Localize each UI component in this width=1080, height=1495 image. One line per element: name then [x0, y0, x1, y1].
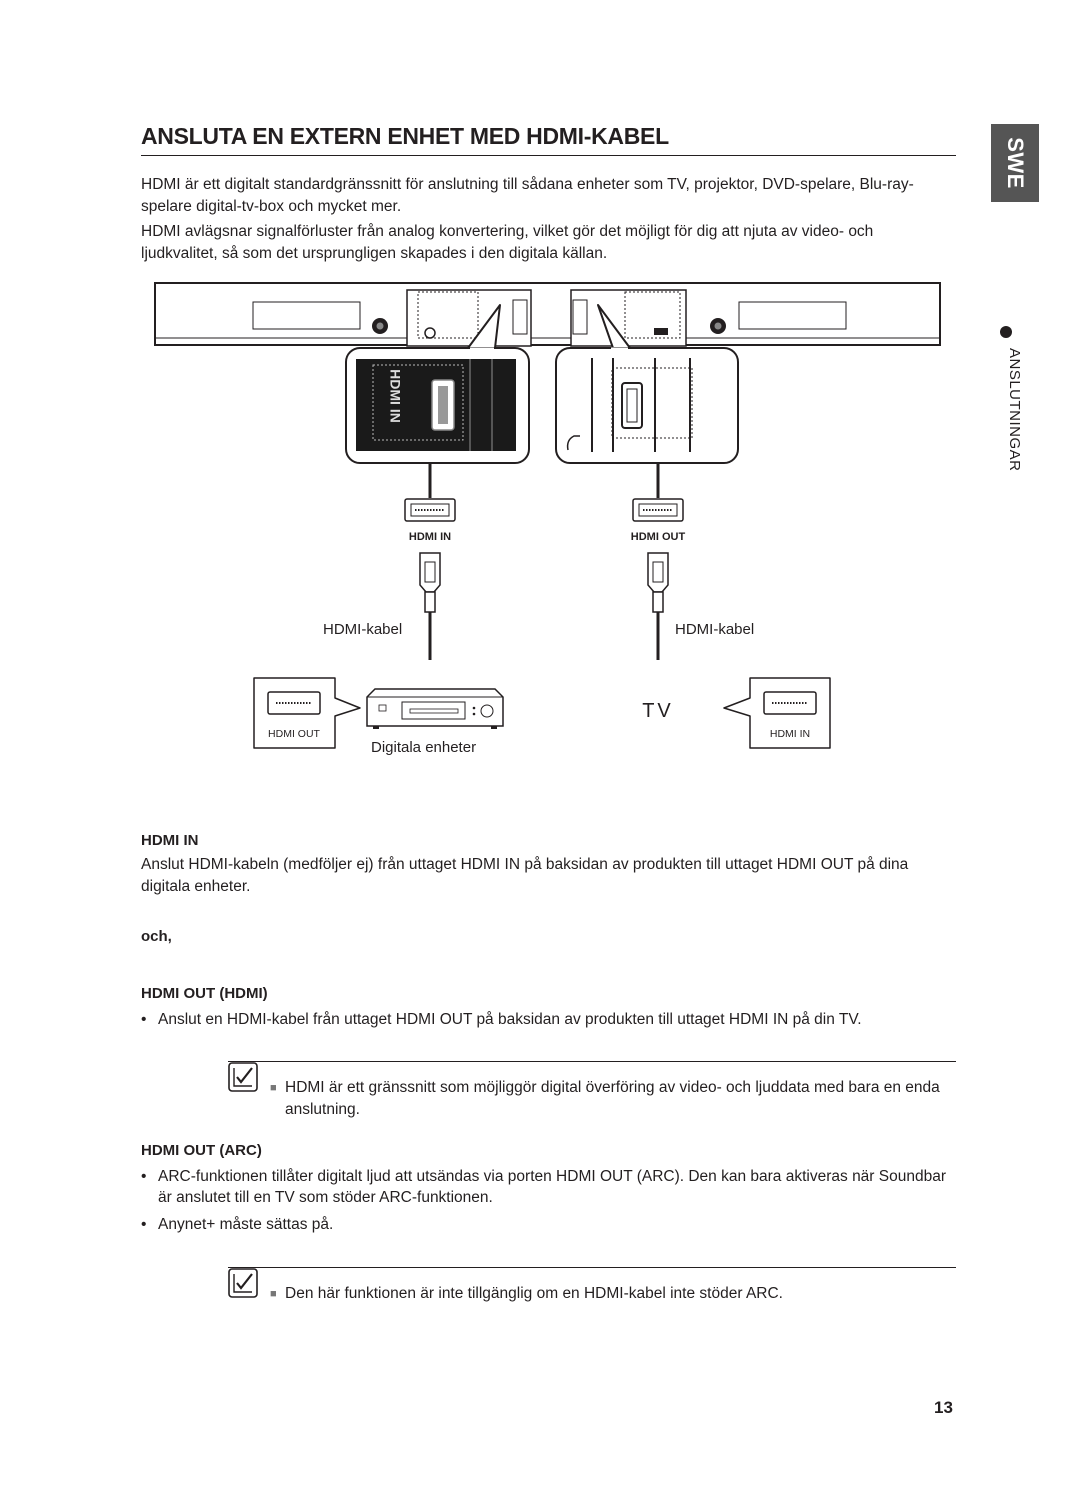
- cable-label-right: HDMI-kabel: [675, 621, 755, 638]
- cable-label-left: HDMI-kabel: [323, 621, 403, 638]
- heading-hdmi-in: HDMI IN: [141, 832, 199, 849]
- port-label-hdmi-in: HDMI IN: [387, 369, 404, 423]
- square-marker-icon: ■: [270, 1082, 277, 1094]
- device-port-box: [254, 678, 360, 748]
- square-marker-icon: ■: [270, 1288, 277, 1300]
- heading-hdmi-out-hdmi: HDMI OUT (HDMI): [141, 985, 268, 1002]
- note-check-icon: [228, 1062, 258, 1092]
- device-port-label: HDMI OUT: [268, 728, 320, 740]
- hdmi-in-body: Anslut HDMI-kabeln (medföljer ej) från uttaget HDMI IN på baksidan av produkten till uttaget HDMI OUT på dina digitala enheter.: [141, 856, 909, 895]
- tv-label: TV: [642, 700, 674, 722]
- bullet-dot-icon: •: [141, 1216, 147, 1233]
- connection-diagram: [0, 270, 960, 790]
- section-label: ANSLUTNINGAR: [1006, 348, 1023, 472]
- bullet-dot-icon: •: [141, 1168, 147, 1185]
- bullet-text: ARC-funktionen tillåter digitalt ljud att utsändas via porten HDMI OUT (ARC). Den kan bara aktiveras när Soundbar är anslutet till en TV som stöder ARC-funktionen.: [158, 1168, 946, 1206]
- bullet-item: [141, 1166, 961, 1208]
- note-rule: [228, 1267, 956, 1268]
- language-tab-label: SWE: [1003, 137, 1028, 189]
- tv-port-box: [642, 678, 830, 748]
- section-marker-icon: [1000, 326, 1012, 338]
- bullet-text: Anslut en HDMI-kabel från uttaget HDMI OUT på baksidan av produkten till uttaget HDMI IN på din TV.: [158, 1011, 862, 1028]
- page-title: ANSLUTA EN EXTERN ENHET MED HDMI-KABEL: [141, 123, 669, 149]
- page-number: 13: [934, 1398, 953, 1417]
- bullet-item: [141, 1214, 961, 1235]
- soundbar-rear-panel: [155, 283, 940, 346]
- device-label: Digitala enheter: [371, 739, 477, 756]
- bullet-item: [141, 1009, 961, 1030]
- language-tab: [991, 124, 1039, 202]
- connector-label-left: HDMI IN: [408, 531, 452, 543]
- note-arc: [270, 1283, 956, 1305]
- note-text: Den här funktionen är inte tillgänglig om en HDMI-kabel inte stöder ARC.: [285, 1285, 783, 1302]
- bullet-dot-icon: •: [141, 1011, 147, 1028]
- note-rule: [228, 1061, 956, 1062]
- intro-paragraph-2: HDMI avlägsnar signalförluster från analog konvertering, vilket gör det möjligt för dig att njuta av video- och ljudkvalitet, så som det ursprungligen skapades i den digitala källan.: [141, 223, 874, 262]
- note-hdmi-out: [270, 1077, 956, 1121]
- heading-hdmi-out-arc: HDMI OUT (ARC): [141, 1142, 262, 1159]
- digital-device-icon: [367, 689, 503, 729]
- connector-word: och,: [141, 928, 172, 945]
- bullet-text: Anynet+ måste sättas på.: [158, 1216, 334, 1233]
- intro-paragraph-1: HDMI är ett digitalt standardgränssnitt för anslutning till sådana enheter som TV, projektor, DVD-spelare, Blu-ray-spelare digital-tv-box och mycket mer.: [141, 176, 914, 215]
- connector-label-right: HDMI OUT: [630, 531, 686, 543]
- hdmi-cable-left: [405, 499, 455, 660]
- note-check-icon: [228, 1268, 258, 1298]
- title-rule: [141, 155, 956, 156]
- note-text: HDMI är ett gränssnitt som möjliggör digital överföring av video- och ljuddata med bara en enda anslutning.: [285, 1079, 940, 1118]
- tv-port-label: HDMI IN: [769, 728, 811, 740]
